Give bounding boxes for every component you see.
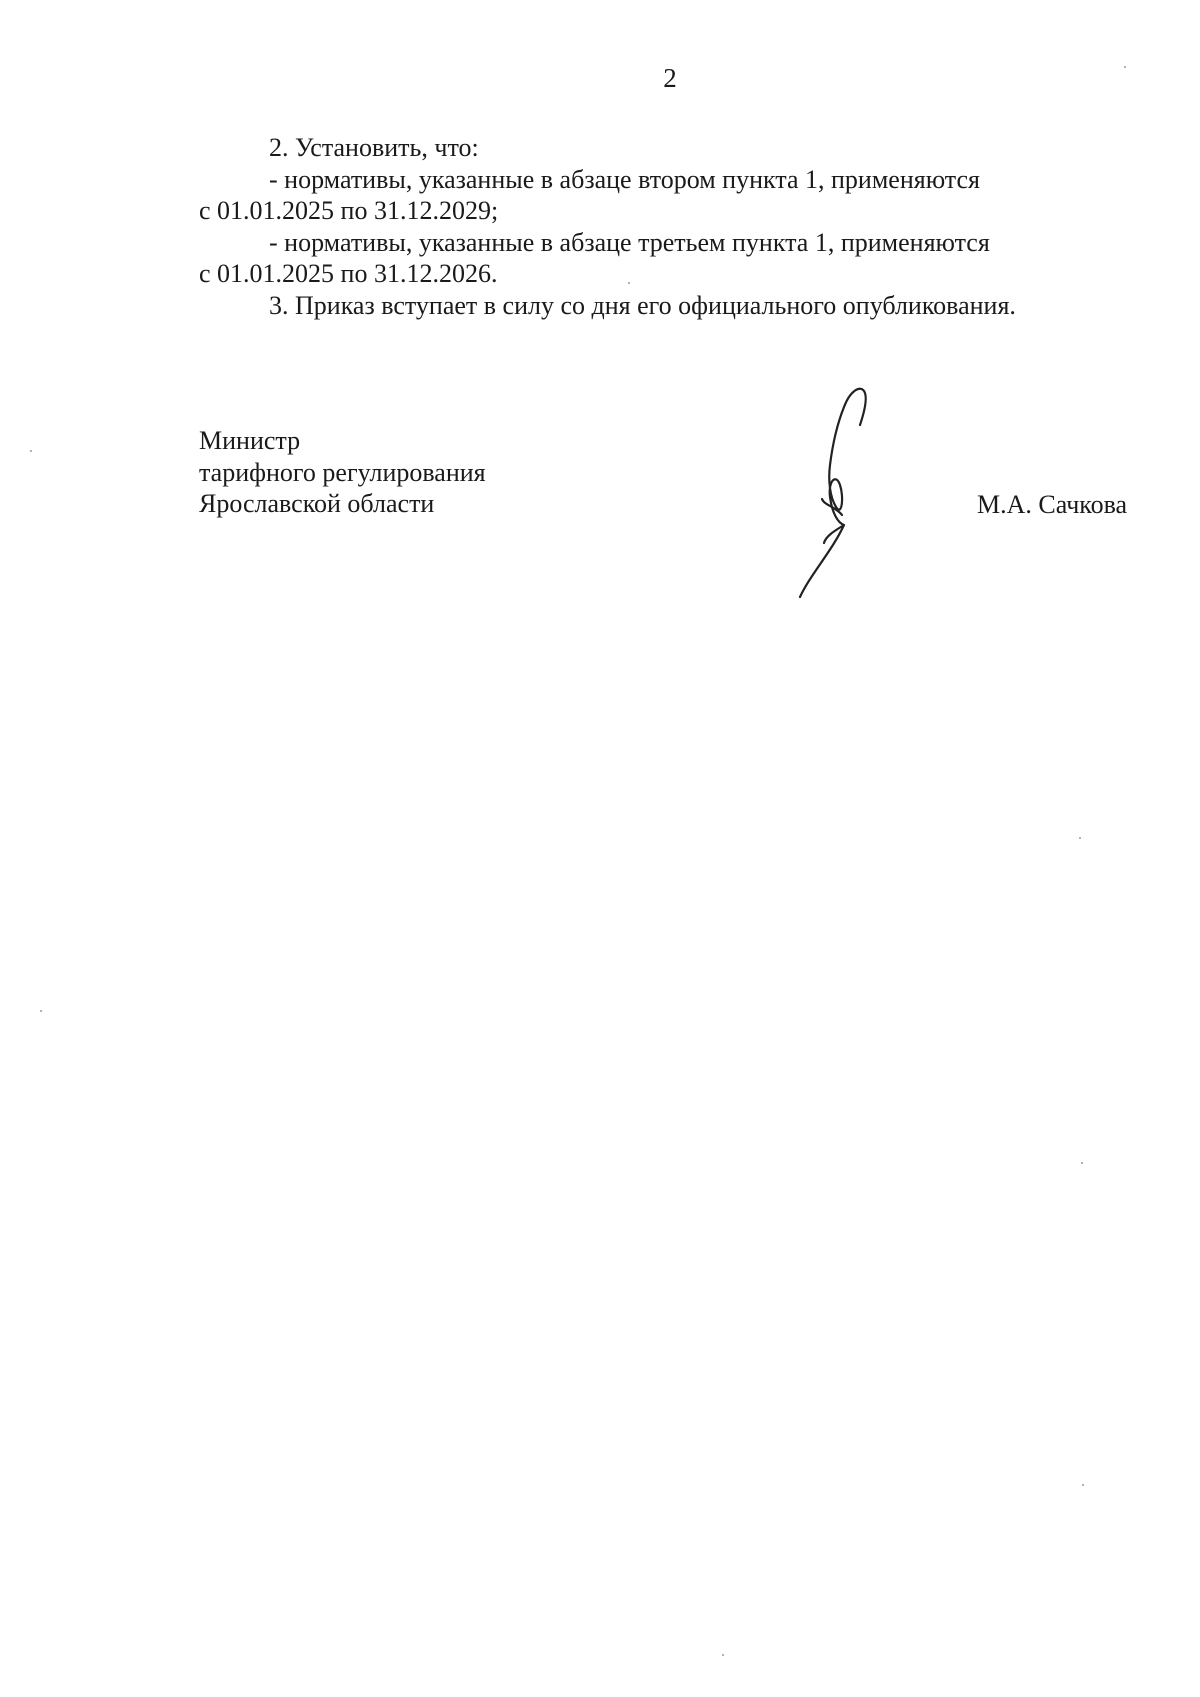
scan-speck <box>628 282 630 284</box>
scan-speck <box>30 450 32 452</box>
page-number: 2 <box>663 63 677 93</box>
position-line-1: Министр <box>199 426 301 455</box>
paragraph-norms-second-line1: - нормативы, указанные в абзаце втором пункта 1, применяются <box>269 164 980 194</box>
handwritten-signature <box>780 385 890 607</box>
paragraph-norms-third-line2: с 01.01.2025 по 31.12.2026. <box>199 259 498 288</box>
paragraph-norms-third-line1: - нормативы, указанные в абзаце третьем пункта 1, применяются <box>269 227 990 257</box>
scan-speck <box>1079 837 1081 839</box>
document-body <box>199 132 1147 321</box>
scan-speck <box>722 1654 724 1656</box>
scan-speck <box>1124 66 1126 68</box>
paragraph-effective: 3. Приказ вступает в силу со дня его официального опубликования. <box>269 290 1016 320</box>
signatory-position <box>199 425 486 520</box>
scan-speck <box>40 1010 42 1012</box>
position-line-3: Ярославской области <box>199 489 435 518</box>
signature-stroke <box>800 389 866 597</box>
scan-speck <box>1082 1484 1084 1486</box>
scan-speck <box>1081 1162 1083 1164</box>
paragraph-establish: 2. Установить, что: <box>269 133 479 162</box>
paragraph-norms-second-line2: с 01.01.2025 по 31.12.2029; <box>199 196 499 225</box>
signer-name: М.А. Сачкова <box>977 490 1128 519</box>
position-line-2: тарифного регулирования <box>199 457 486 487</box>
